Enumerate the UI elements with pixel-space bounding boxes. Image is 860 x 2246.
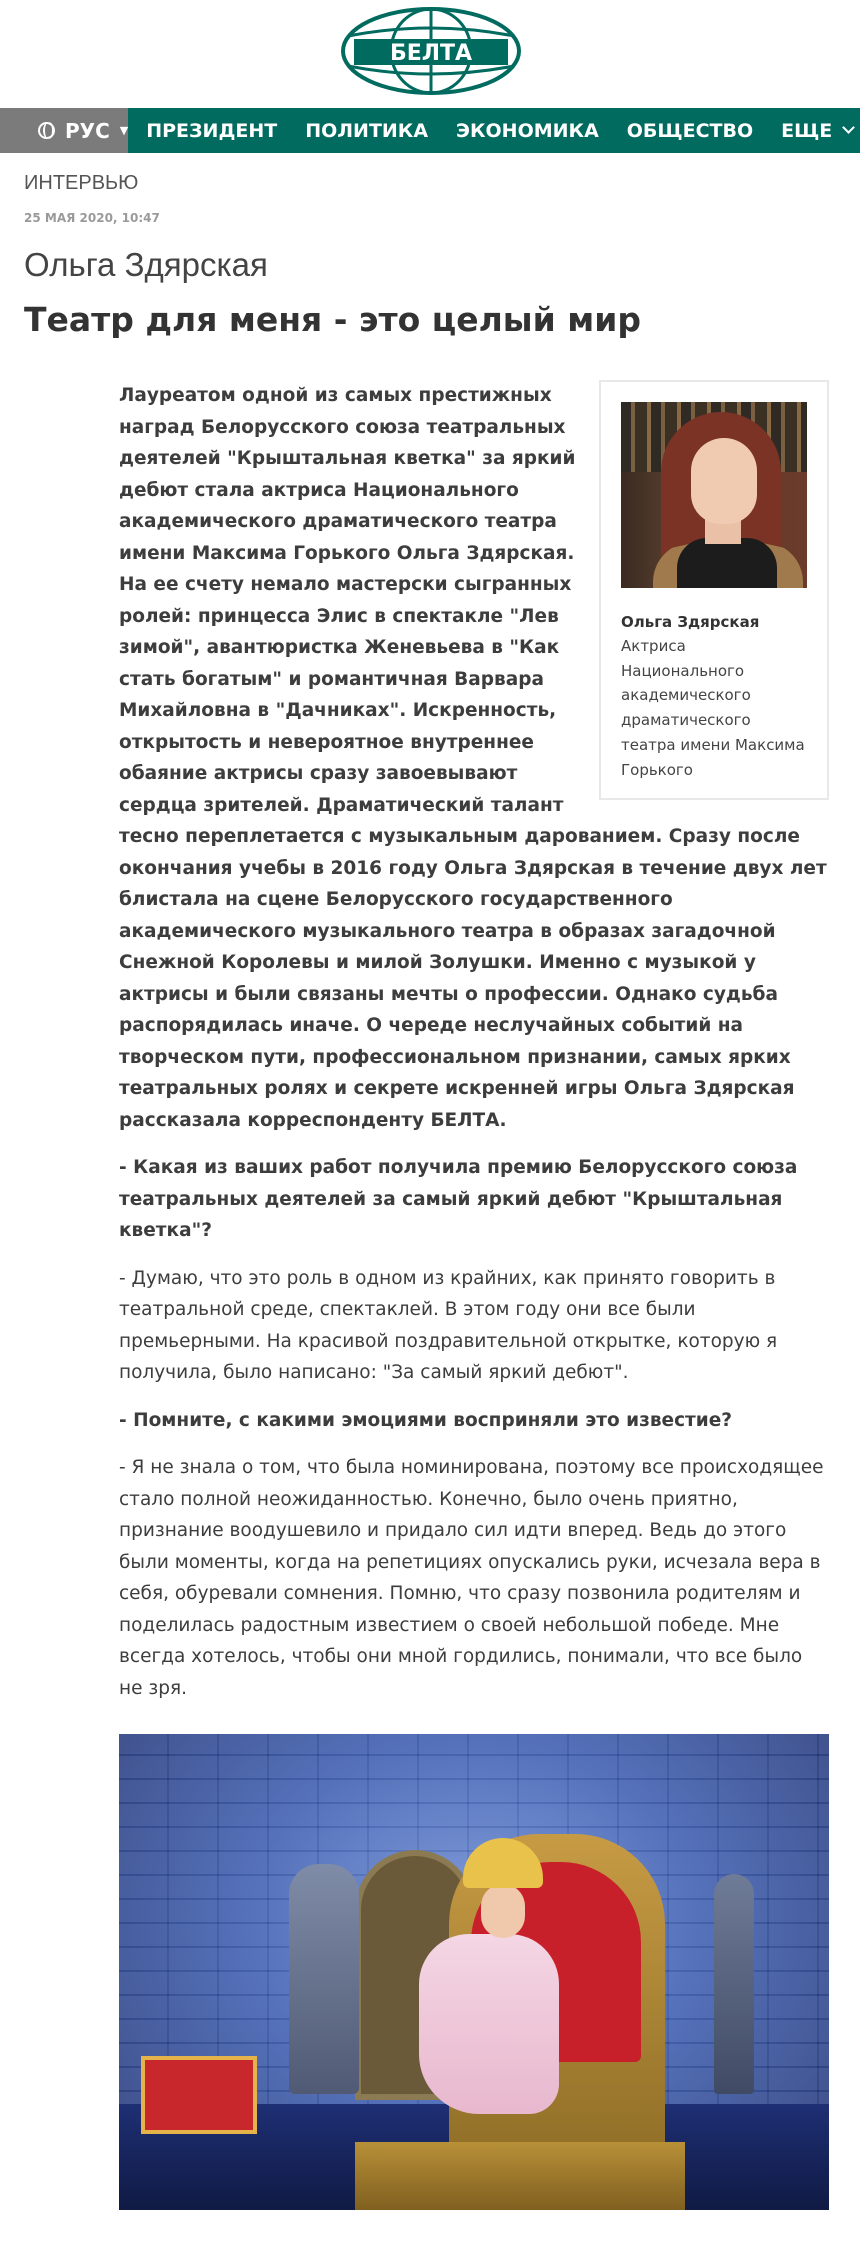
person-card-name: Ольга Здярская — [621, 613, 760, 631]
article-body — [119, 380, 829, 1720]
question-2: - Помните, с какими эмоциями восприняли это известие? — [119, 1409, 733, 1431]
publish-date: 25 МАЯ 2020, 10:47 — [24, 211, 160, 225]
nav-item-economy[interactable]: ЭКОНОМИКА — [456, 119, 599, 142]
nav-item-politics[interactable]: ПОЛИТИКА — [305, 119, 429, 142]
nav-item-president[interactable]: ПРЕЗИДЕНТ — [146, 119, 278, 142]
answer-1: - Думаю, что это роль в одном из крайних, как принято говорить в театральной среде, спектаклей. В этом году они все были премьерными. На красивой поздравительной открытке, которую я получила, было написано: "За самый яркий дебют". — [119, 1267, 778, 1383]
belta-logo[interactable] — [340, 6, 522, 96]
person-card-description: Актриса Национального академического драматического театра имени Максима Горького — [621, 637, 805, 779]
site-header — [0, 0, 860, 108]
logo-text: БЕЛТА — [389, 41, 473, 66]
nav-more-menu[interactable] — [781, 120, 853, 142]
article-lead: Лауреатом одной из самых престижных наград Белорусского союза театральных деятелей "Крыштальная кветка" за яркий дебют стала актриса Национального академического драматического театра имени Максима Горького Ольга Здярская. На ее счету немало мастерски сыгранных ролей: принцесса Элис в спектакле "Лев зимой", авантюристка Женевьева в "Как стать богатым" и романтичная Варвара Михайловна в "Дачниках". Искренность, открытость и невероятное внутреннее обаяние актрисы сразу завоевывают сердца зрителей. Драматический талант тесно переплетается с музыкальным дарованием. Сразу после окончания учебы в 2016 году Ольга Здярская в течение двух лет блистала на сцене Белорусского государственного академического музыкального театра в образах загадочной Снежной Королевы и милой Золушки. Именно с музыкой у актрисы и были связаны мечты о профессии. Однако судьба распорядилась иначе. О череде неслучайных событий на творческом пути, профессиональном признании, самых ярких театральных ролях и секрете искренней игры Ольга Здярская рассказала корреспонденту БЕЛТА. — [119, 385, 827, 1131]
interviewee-name: Ольга Здярская — [24, 246, 268, 283]
main-nav — [0, 108, 860, 153]
caret-down-icon: ▼ — [119, 124, 129, 137]
language-switcher[interactable] — [0, 108, 128, 153]
stage-photo — [119, 1734, 829, 2210]
answer-2: - Я не знала о том, что была номинирована, поэтому все происходящее стало полной неожиданностью. Конечно, было очень приятно, признание воодушевило и придало сил идти вперед. Ведь до этого были моменты, когда на репетициях опускались руки, исчезала вера в себя, обуревали сомнения. Помню, что сразу позвонила родителям и поделилась радостным известием о своей небольшой победе. Мне всегда хотелось, чтобы они мной гордились, понимали, что все было не зря. — [119, 1457, 824, 1699]
article-title: Театр для меня - это целый мир — [24, 300, 641, 339]
portrait-photo — [621, 402, 807, 588]
language-label: РУС — [65, 118, 110, 143]
question-1: - Какая из ваших работ получила премию Белорусского союза театральных деятелей за самый яркий дебют "Крыштальная кветка"? — [119, 1157, 798, 1241]
rubric-label[interactable]: ИНТЕРВЬЮ — [24, 172, 139, 194]
nav-more-label: ЕЩЕ — [781, 119, 833, 142]
chevron-down-icon — [842, 121, 855, 134]
globe-icon — [38, 122, 55, 139]
nav-item-society[interactable]: ОБЩЕСТВО — [626, 119, 754, 142]
person-card — [599, 380, 829, 800]
